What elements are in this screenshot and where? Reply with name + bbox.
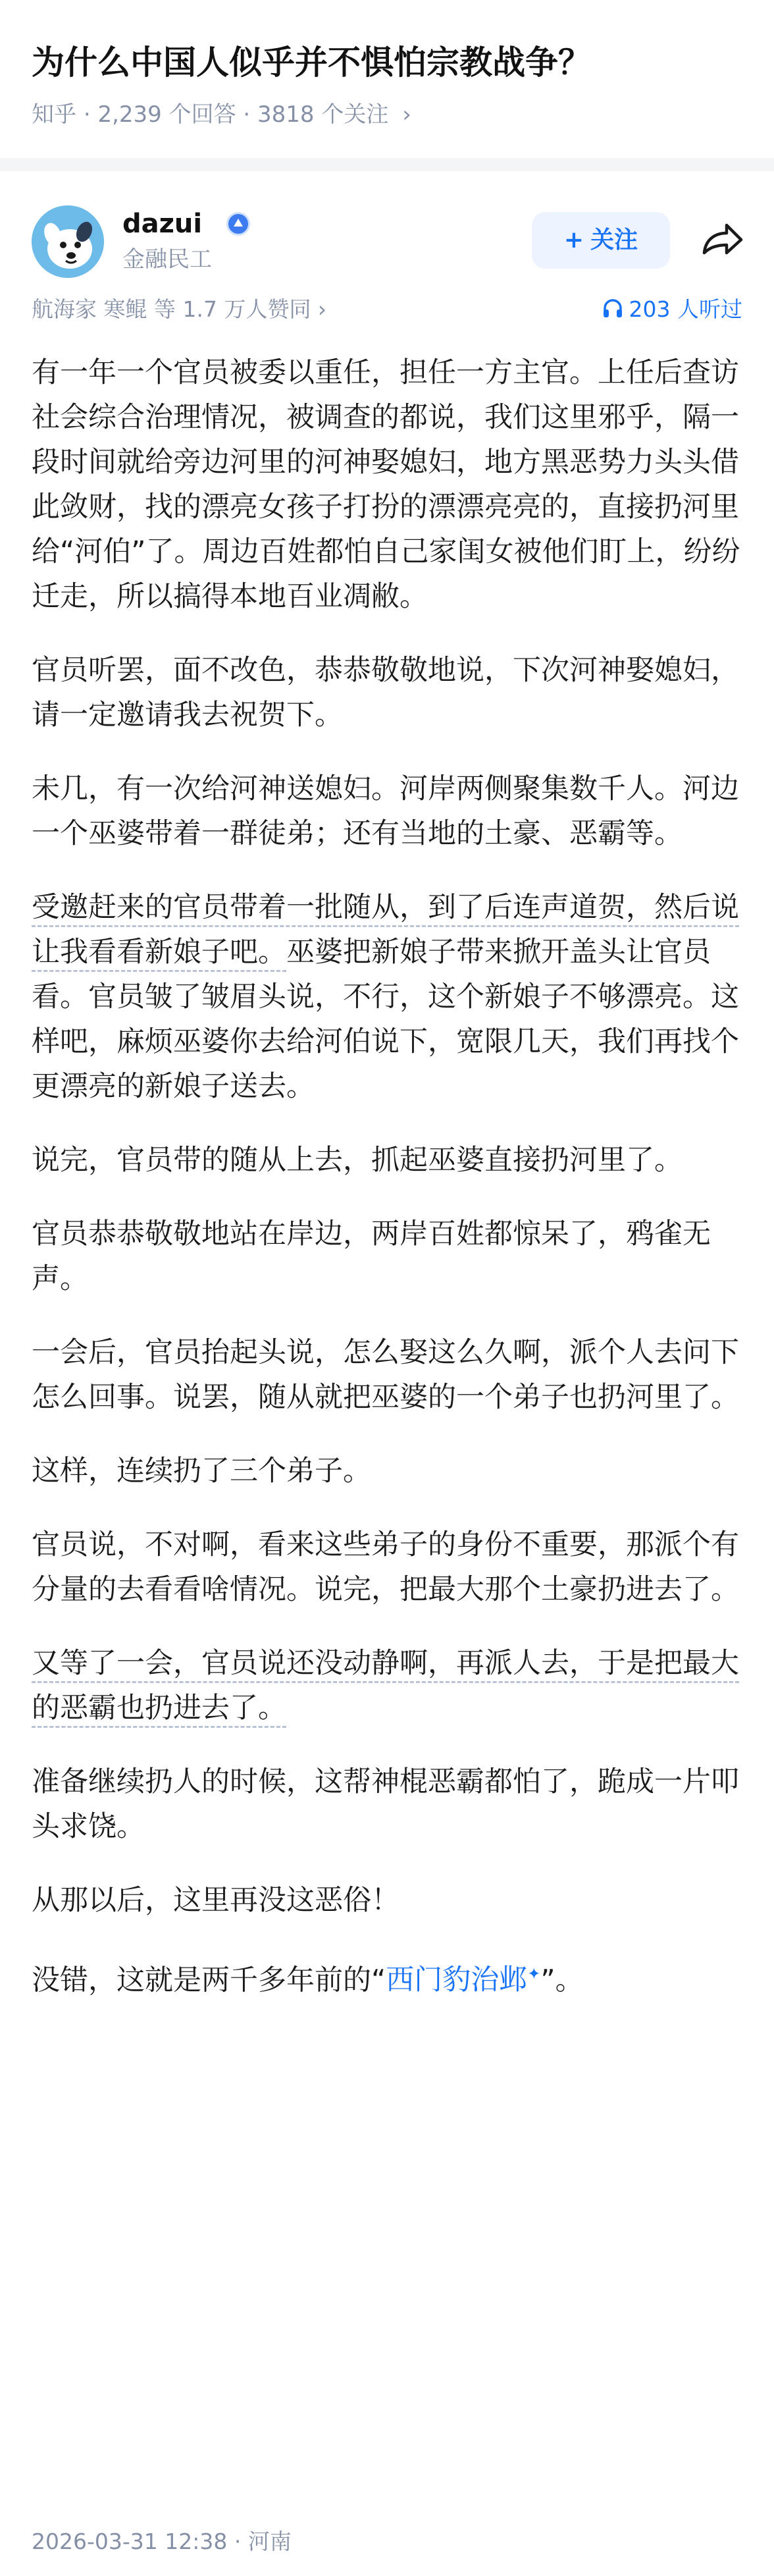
paragraph-8: 这样，连续扔了三个弟子。 [32, 1455, 371, 1488]
paragraph-13-post: ”。 [540, 1964, 584, 1997]
verified-badge-icon [226, 212, 250, 236]
author-name[interactable]: dazui [122, 209, 203, 239]
sparkle-icon: ✦ [527, 1965, 541, 1983]
share-arrow-icon[interactable] [699, 220, 745, 259]
paragraph-11: 准备继续扔人的时候，这帮神棍恶霸都怕了，跪成一片叩头求饶。 [32, 1765, 739, 1843]
paragraph-13-pre: 没错，这就是两千多年前的“ [32, 1964, 386, 1997]
highlighted-sentence-2[interactable]: 又等了一会，官员说还没动静啊，再派人去，于是把最大的恶霸也扔进去了。 [32, 1647, 739, 1728]
follow-button[interactable] [532, 212, 670, 269]
follower-count: 3818 个关注 [257, 101, 389, 128]
topic-link[interactable] [386, 1964, 540, 1997]
paragraph-3: 未几，有一次给河神送媳妇。河岸两侧聚集数千人。河边一个巫婆带着一群徒弟；还有当地的土豪、恶霸等。 [32, 772, 739, 850]
post-time-location: 2026-03-31 12:38 · 河南 [32, 2529, 292, 2554]
headphones-icon [602, 298, 624, 320]
meta-separator-2: · [243, 101, 251, 128]
paragraph-1: 有一年一个官员被委以重任，担任一方主官。上任后查访社会综合治理情况，被调查的都说，我们这里邪乎，隔一段时间就给旁边河里的河神娶媳妇，地方黑恶势力头头借此敛财，找的漂亮女孩子打扮的漂漂亮亮的，直接扔河里给“河伯”了。周边百姓都怕自己家闺女被他们盯上，纷纷迁走，所以搞得本地百业凋敝。 [32, 356, 740, 613]
question-title[interactable]: 为什么中国人似乎并不惧怕宗教战争？ [32, 43, 591, 82]
paragraph-5: 说完，官员带的随从上去，抓起巫婆直接扔河里了。 [32, 1144, 683, 1177]
paragraph-2: 官员听罢，面不改色，恭恭敬敬地说，下次河神娶媳妇，请一定邀请我去祝贺下。 [32, 654, 739, 732]
paragraph-10 [32, 1641, 744, 1731]
source-label: 知乎 [32, 101, 76, 128]
listen-text: 203 人听过 [629, 296, 742, 322]
listen-count[interactable] [602, 295, 742, 324]
paragraph-6: 官员恭恭敬敬地站在岸边，两岸百姓都惊呆了，鸦雀无声。 [32, 1218, 711, 1295]
endorse-line[interactable]: 航海家 寒鲲 等 1.7 万人赞同 › [32, 296, 327, 322]
plus-icon: + [563, 227, 584, 254]
author-tag: 金融民工 [122, 246, 212, 273]
highlighted-sentence[interactable]: 受邀赶来的官员带着一批随从，到了后连声道贺，然后说让我看看新娘子吧。 [32, 891, 739, 972]
paragraph-7: 一会后，官员抬起头说，怎么娶这么久啊，派个人去问下怎么回事。说罢，随从就把巫婆的一个弟子也扔河里了。 [32, 1336, 739, 1414]
cartoon-dog-icon [32, 205, 104, 278]
section-divider [0, 158, 774, 171]
question-meta[interactable] [32, 100, 411, 129]
paragraph-9: 官员说，不对啊，看来这些弟子的身份不重要，那派个有分量的去看看啥情况。说完，把最大那个土豪扔进去了。 [32, 1528, 739, 1606]
paragraph-12: 从那以后，这里再没这恶俗！ [32, 1884, 400, 1917]
avatar[interactable] [32, 205, 104, 278]
paragraph-13 [32, 1952, 744, 2002]
paragraph-4-rest: 巫婆把新娘子带来掀开盖头让官员看。官员皱了皱眉头说，不行，这个新娘子不够漂亮。这样吧，麻烦巫婆你去给河伯说下，宽限几天，我们再找个更漂亮的新娘子送去。 [32, 936, 739, 1103]
author-row [32, 205, 749, 284]
answer-count: 2,239 个回答 [97, 101, 236, 128]
chevron-right-icon: › [402, 101, 411, 128]
follow-label: 关注 [590, 227, 638, 254]
topic-link-text: 西门豹治邺 [386, 1964, 528, 1997]
paragraph-4 [32, 885, 744, 1109]
answer-body [32, 350, 744, 2031]
meta-separator: · [83, 101, 91, 128]
